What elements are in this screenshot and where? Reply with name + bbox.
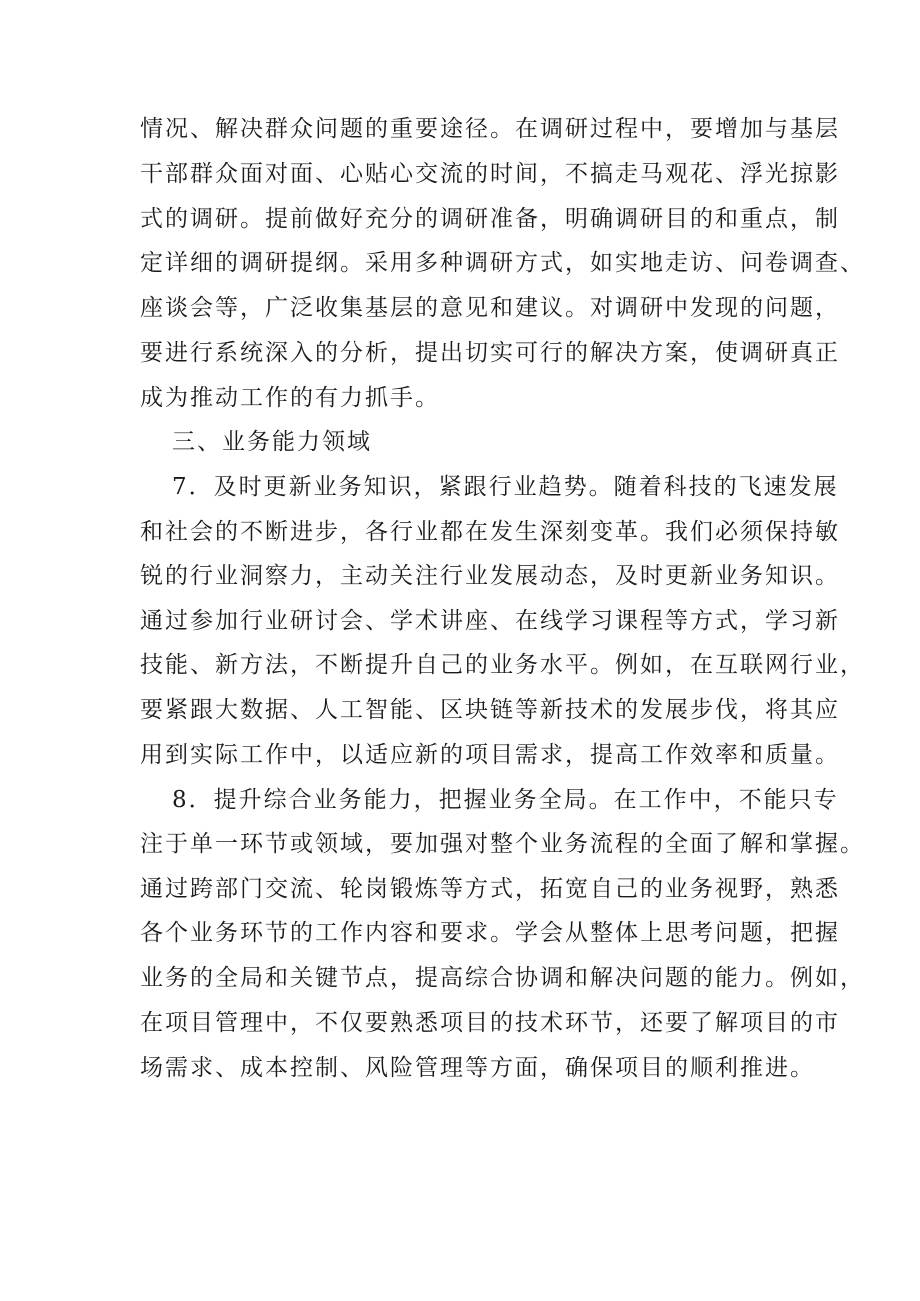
paragraph-line: 注于单一环节或领域，要加强对整个业务流程的全面了解和掌握。 (140, 831, 865, 857)
paragraph-line: 业务的全局和关键节点，提高综合协调和解决问题的能力。例如， (140, 965, 865, 991)
paragraph-line: 技能、新方法，不断提升自己的业务水平。例如，在互联网行业， (140, 652, 865, 678)
paragraph-line: 场需求、成本控制、风险管理等方面，确保项目的顺利推进。 (140, 1055, 815, 1081)
paragraph-line: 锐的行业洞察力，主动关注行业发展动态，及时更新业务知识。 (140, 563, 840, 589)
section-heading: 三、业务能力领域 (172, 429, 372, 455)
paragraph-line: 式的调研。提前做好充分的调研准备，明确调研目的和重点，制 (140, 206, 840, 232)
paragraph-line: 成为推动工作的有力抓手。 (140, 385, 440, 411)
paragraph-line: 各个业务环节的工作内容和要求。学会从整体上思考问题，把握 (140, 920, 840, 946)
paragraph-line: 要进行系统深入的分析，提出切实可行的解决方案，使调研真正 (140, 340, 840, 366)
paragraph-line: 定详细的调研提纲。采用多种调研方式，如实地走访、问卷调查、 (140, 250, 865, 276)
paragraph-line: 座谈会等，广泛收集基层的意见和建议。对调研中发现的问题， (140, 295, 840, 321)
paragraph-line: 和社会的不断进步，各行业都在发生深刻变革。我们必须保持敏 (140, 519, 840, 545)
item-heading-8: 8．提升综合业务能力，把握业务全局。在工作中，不能只专 (172, 787, 839, 813)
paragraph-line: 干部群众面对面、心贴心交流的时间，不搞走马观花、浮光掠影 (140, 161, 840, 187)
paragraph-line: 要紧跟大数据、人工智能、区块链等新技术的发展步伐，将其应 (140, 697, 840, 723)
paragraph-line: 情况、解决群众问题的重要途径。在调研过程中，要增加与基层 (140, 116, 840, 142)
item-heading-7: 7．及时更新业务知识，紧跟行业趋势。随着科技的飞速发展 (172, 474, 839, 500)
paragraph-line: 用到实际工作中，以适应新的项目需求，提高工作效率和质量。 (140, 742, 840, 768)
paragraph-line: 通过跨部门交流、轮岗锻炼等方式，拓宽自己的业务视野，熟悉 (140, 876, 840, 902)
paragraph-line: 通过参加行业研讨会、学术讲座、在线学习课程等方式，学习新 (140, 608, 840, 634)
paragraph-line: 在项目管理中，不仅要熟悉项目的技术环节，还要了解项目的市 (140, 1010, 840, 1036)
